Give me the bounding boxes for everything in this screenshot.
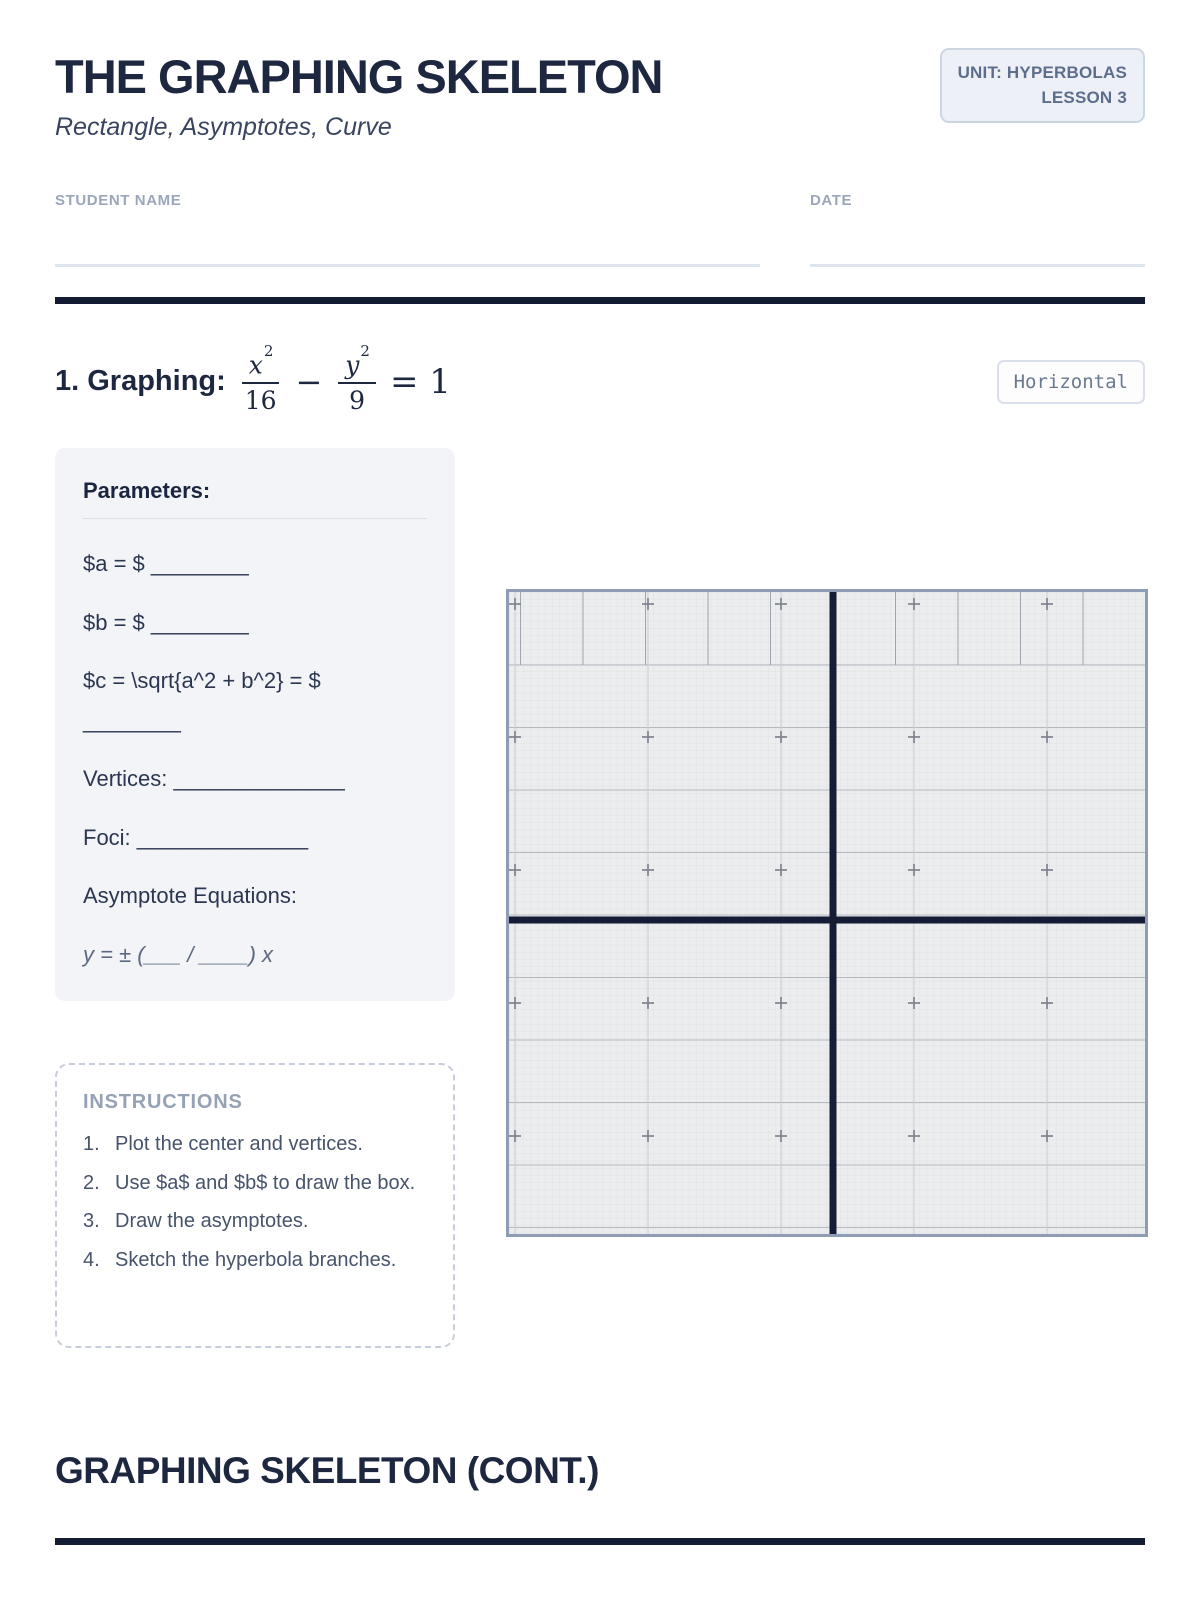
fraction-x-numerator (242, 341, 280, 384)
header (55, 52, 662, 142)
graph-grid-svg (509, 592, 1145, 1234)
orientation-tag: Horizontal (997, 360, 1145, 404)
parameters-heading: Parameters: (83, 478, 211, 503)
exp-y: 2 (360, 341, 370, 360)
page-title: THE GRAPHING SKELETON (55, 50, 663, 103)
instruction-text: Draw the asymptotes. (115, 1210, 309, 1233)
unit-lesson-badge (940, 48, 1145, 123)
continuation-heading: GRAPHING SKELETON (CONT.) (55, 1450, 599, 1491)
instruction-text: Plot the center and vertices. (115, 1133, 363, 1155)
parameters-divider (83, 518, 427, 519)
instruction-item (83, 1246, 427, 1276)
asymptote-form-line: y = ± (___ / ____) x (83, 941, 274, 967)
fraction-y-numerator (338, 341, 376, 384)
parameters-panel (55, 448, 455, 1001)
header-divider-rule (55, 297, 1145, 304)
instruction-item (83, 1169, 427, 1199)
foci-line: Foci: ______________ (83, 824, 309, 850)
minus-operator: − (295, 362, 323, 401)
instructions-heading: INSTRUCTIONS (83, 1091, 243, 1113)
instruction-number: 4. (83, 1248, 100, 1271)
section-heading: 1. Graphing: (55, 365, 226, 398)
section-graphing (55, 341, 1145, 416)
vertices-line: Vertices: ______________ (83, 766, 345, 791)
fraction-x-denominator: 16 (244, 386, 277, 416)
equation-rhs: = 1 (389, 361, 451, 402)
fraction-y-denominator: 9 (349, 386, 366, 416)
instruction-number: 1. (83, 1133, 100, 1155)
fraction-x-term (242, 341, 280, 416)
page-subtitle: Rectangle, Asymptotes, Curve (55, 113, 392, 142)
instruction-text: Sketch the hyperbola branches. (115, 1248, 397, 1271)
param-c-line: $c = \sqrt{a^2 + b^2} = $ (83, 668, 321, 693)
date-input-line[interactable] (810, 264, 1145, 267)
student-name-input-line[interactable] (55, 264, 760, 267)
var-x: x (248, 350, 263, 380)
footer-divider-rule (55, 1538, 1145, 1545)
param-a-line: $a = $ ________ (83, 551, 249, 576)
graph-canvas (506, 589, 1148, 1237)
instructions-list (83, 1130, 427, 1275)
student-name-label: STUDENT NAME (55, 192, 182, 209)
instruction-number: 3. (83, 1210, 100, 1233)
badge-lesson-line: LESSON 3 (1041, 87, 1127, 107)
instructions-panel (55, 1063, 455, 1348)
instruction-item (83, 1207, 427, 1237)
instruction-text: Use $a$ and $b$ to draw the box. (115, 1171, 416, 1194)
exp-x: 2 (263, 341, 274, 360)
graph-minor-grid (509, 592, 1145, 1234)
badge-unit-line: UNIT: HYPERBOLAS (957, 63, 1127, 82)
fraction-y-term (338, 341, 376, 416)
var-y: y (345, 350, 360, 380)
instruction-item (83, 1130, 427, 1160)
asymptote-equations-label: Asymptote Equations: (83, 883, 298, 908)
instruction-number: 2. (83, 1171, 100, 1194)
hyperbola-equation (242, 341, 451, 416)
param-b-line: $b = $ ________ (83, 609, 249, 635)
date-label: DATE (810, 192, 853, 209)
param-c-blank-line: ________ (83, 707, 181, 733)
